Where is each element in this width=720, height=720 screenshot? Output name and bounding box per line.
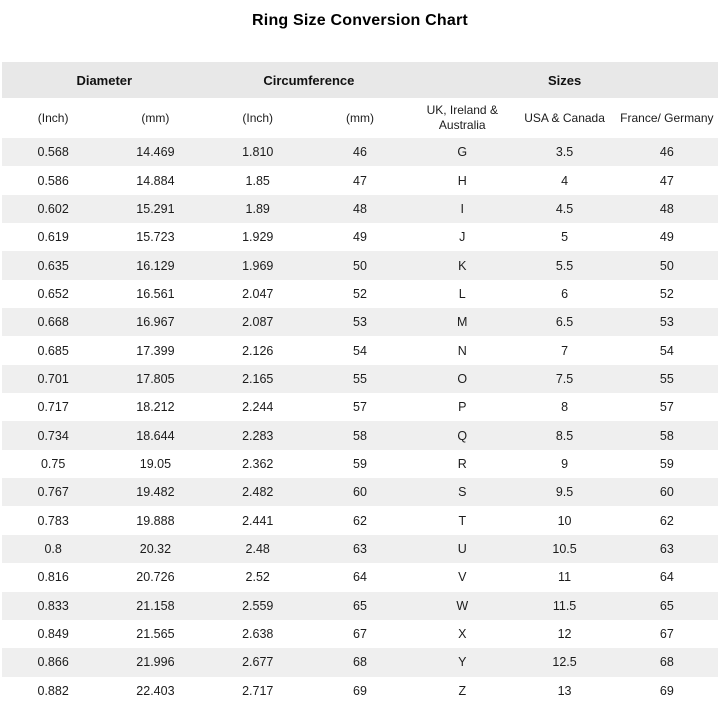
table-cell: 46	[353, 145, 367, 160]
table-cell: 52	[659, 286, 674, 301]
table-cell: W	[456, 598, 469, 613]
table-cell: 2.047	[242, 286, 274, 301]
table-cell: 10	[557, 513, 572, 528]
table-cell: 12	[557, 627, 572, 642]
table-cell: L	[458, 286, 466, 301]
table-cell: 19.05	[139, 456, 172, 471]
table-cell: 8.5	[555, 428, 574, 443]
table-cell: 57	[353, 400, 367, 415]
column-header-uk-ireland-australia: UK, Ireland & Australia	[426, 103, 498, 132]
table-cell: 50	[353, 258, 367, 273]
table-cell: 16.561	[136, 286, 175, 301]
table-cell: 55	[659, 371, 674, 386]
table-row	[2, 421, 718, 449]
table-cell: 68	[353, 655, 367, 670]
table-cell: 1.89	[245, 201, 270, 216]
page-title: Ring Size Conversion Chart	[252, 12, 468, 29]
table-row	[2, 648, 718, 676]
table-cell: 0.833	[37, 598, 69, 613]
table-cell: 2.48	[245, 541, 270, 556]
table-cell: 5.5	[555, 258, 574, 273]
table-row	[2, 138, 718, 166]
table-cell: 9.5	[555, 485, 574, 500]
table-cell: 57	[659, 400, 674, 415]
table-cell: 0.602	[37, 201, 69, 216]
table-cell: 63	[353, 541, 367, 556]
table-cell: 59	[659, 456, 674, 471]
table-cell: 12.5	[552, 655, 577, 670]
table-cell: 16.129	[136, 258, 175, 273]
ring-size-conversion-table	[2, 62, 718, 705]
table-cell: 0.685	[37, 343, 69, 358]
group-header-row	[2, 62, 718, 98]
table-cell: 14.884	[136, 173, 175, 188]
table-cell: 0.866	[37, 655, 69, 670]
table-cell: 16.967	[136, 315, 175, 330]
table-cell: 15.291	[136, 201, 175, 216]
column-header-circumference-mm: (mm)	[345, 111, 374, 125]
table-row	[2, 308, 718, 336]
table-cell: 1.810	[242, 145, 274, 160]
table-cell: 63	[659, 541, 674, 556]
table-cell: 0.668	[37, 315, 69, 330]
table-cell: 18.212	[136, 400, 175, 415]
table-cell: 0.816	[37, 570, 69, 585]
table-cell: 21.158	[136, 598, 175, 613]
table-cell: 19.888	[136, 513, 175, 528]
table-cell: 53	[659, 315, 674, 330]
table-cell: 58	[659, 428, 674, 443]
table-cell: 15.723	[136, 230, 175, 245]
table-row	[2, 506, 718, 534]
table-cell: 8	[561, 400, 569, 415]
table-cell: Z	[458, 683, 467, 698]
table-cell: 19.482	[136, 485, 175, 500]
table-cell: P	[458, 400, 467, 415]
table-cell: 2.441	[242, 513, 274, 528]
table-cell: 2.559	[242, 598, 274, 613]
table-cell: T	[458, 513, 467, 528]
table-row	[2, 620, 718, 648]
table-cell: G	[457, 145, 468, 160]
column-header-diameter-mm: (mm)	[141, 111, 170, 125]
table-cell: 9	[561, 456, 569, 471]
table-cell: 17.805	[136, 371, 175, 386]
table-cell: 2.362	[242, 456, 274, 471]
table-cell: 59	[353, 456, 367, 471]
table-cell: Q	[457, 428, 468, 443]
table-cell: 53	[353, 315, 367, 330]
table-cell: 0.586	[37, 173, 69, 188]
table-row	[2, 677, 718, 705]
table-cell: 4.5	[555, 201, 574, 216]
table-cell: 21.565	[136, 627, 175, 642]
table-cell: 67	[659, 627, 674, 642]
table-cell: 6	[561, 286, 569, 301]
table-cell: 0.767	[37, 485, 69, 500]
table-cell: 14.469	[136, 145, 175, 160]
group-header-sizes: Sizes	[547, 72, 582, 88]
table-row	[2, 336, 718, 364]
table-cell: K	[458, 258, 467, 273]
table-cell: 60	[353, 485, 367, 500]
table-cell: 5	[561, 230, 569, 245]
table-cell: 50	[659, 258, 674, 273]
table-row	[2, 365, 718, 393]
table-row	[2, 478, 718, 506]
table-cell: 49	[659, 230, 674, 245]
column-header-usa-canada: USA & Canada	[524, 111, 605, 125]
table-cell: 2.165	[242, 371, 274, 386]
table-row	[2, 223, 718, 251]
table-cell: 67	[353, 627, 367, 642]
table-cell: 0.75	[40, 456, 66, 471]
table-cell: 2.482	[242, 485, 274, 500]
table-cell: 2.638	[242, 627, 274, 642]
table-cell: 47	[659, 173, 674, 188]
table-row	[2, 535, 718, 563]
table-cell: 46	[659, 145, 674, 160]
table-row	[2, 592, 718, 620]
table-cell: 22.403	[136, 683, 175, 698]
table-cell: 0.882	[37, 683, 69, 698]
table-cell: 17.399	[136, 343, 175, 358]
table-cell: 0.783	[37, 513, 69, 528]
table-cell: 64	[659, 570, 674, 585]
table-cell: 10.5	[552, 541, 577, 556]
table-body	[2, 138, 718, 705]
table-row	[2, 166, 718, 194]
table-cell: 2.52	[245, 570, 270, 585]
table-cell: 2.677	[242, 655, 274, 670]
table-cell: 0.619	[37, 230, 69, 245]
table-header	[2, 62, 718, 138]
table-cell: 47	[353, 173, 367, 188]
table-cell: H	[457, 173, 467, 188]
table-cell: 1.929	[242, 230, 274, 245]
table-cell: 20.32	[139, 541, 172, 556]
table-cell: Y	[458, 655, 467, 670]
column-header-diameter-inch: (Inch)	[37, 111, 69, 125]
table-cell: 13	[557, 683, 572, 698]
group-header-diameter: Diameter	[76, 72, 133, 88]
table-row	[2, 251, 718, 279]
table-cell: 0.849	[37, 627, 69, 642]
table-cell: 2.244	[242, 400, 274, 415]
table-row	[2, 450, 718, 478]
table-cell: U	[457, 541, 467, 556]
table-cell: 7.5	[555, 371, 574, 386]
table-cell: 55	[353, 371, 367, 386]
table-cell: 54	[659, 343, 674, 358]
table-cell: 65	[353, 598, 367, 613]
table-cell: M	[457, 315, 468, 330]
table-cell: 65	[659, 598, 674, 613]
table-row	[2, 280, 718, 308]
table-cell: 0.635	[37, 258, 69, 273]
group-header-circumference: Circumference	[263, 72, 355, 88]
table-cell: 68	[659, 655, 674, 670]
table-cell: 18.644	[136, 428, 175, 443]
table-cell: 48	[353, 201, 367, 216]
table-cell: 2.717	[242, 683, 274, 698]
table-cell: 60	[659, 485, 674, 500]
table-cell: 21.996	[136, 655, 175, 670]
table-row	[2, 563, 718, 591]
table-cell: 0.652	[37, 286, 69, 301]
table-cell: N	[457, 343, 467, 358]
table-cell: 3.5	[555, 145, 574, 160]
table-cell: S	[458, 485, 467, 500]
table-cell: 2.126	[242, 343, 274, 358]
column-header-circumference-inch: (Inch)	[242, 111, 274, 125]
table-cell: 0.734	[37, 428, 69, 443]
table-cell: X	[458, 627, 467, 642]
table-cell: 1.85	[245, 173, 270, 188]
table-cell: 62	[659, 513, 674, 528]
table-cell: 52	[353, 286, 367, 301]
table-cell: 2.283	[242, 428, 274, 443]
table-cell: 1.969	[242, 258, 274, 273]
table-cell: 48	[659, 201, 674, 216]
table-cell: R	[457, 456, 467, 471]
table-cell: J	[459, 230, 466, 245]
table-cell: 20.726	[136, 570, 175, 585]
table-cell: 0.568	[37, 145, 69, 160]
table-cell: 0.701	[37, 371, 69, 386]
table-cell: 0.717	[37, 400, 69, 415]
table-cell: 6.5	[555, 315, 574, 330]
table-cell: V	[458, 570, 467, 585]
table-cell: 7	[561, 343, 569, 358]
table-cell: 11	[558, 570, 572, 585]
column-header-france-germany: France/ Germany	[620, 111, 714, 125]
table-cell: 11.5	[552, 598, 577, 613]
table-cell: 4	[561, 173, 569, 188]
table-cell: 64	[353, 570, 367, 585]
table-cell: 62	[353, 513, 367, 528]
column-header-row	[2, 98, 718, 138]
table-cell: 58	[353, 428, 367, 443]
table-row	[2, 393, 718, 421]
table-cell: 69	[353, 683, 367, 698]
table-cell: 54	[353, 343, 367, 358]
table-cell: 49	[353, 230, 367, 245]
table-row	[2, 195, 718, 223]
table-cell: 2.087	[242, 315, 274, 330]
table-cell: 0.8	[44, 541, 62, 556]
table-cell: 69	[659, 683, 674, 698]
table-cell: I	[460, 201, 464, 216]
table-cell: O	[457, 371, 468, 386]
